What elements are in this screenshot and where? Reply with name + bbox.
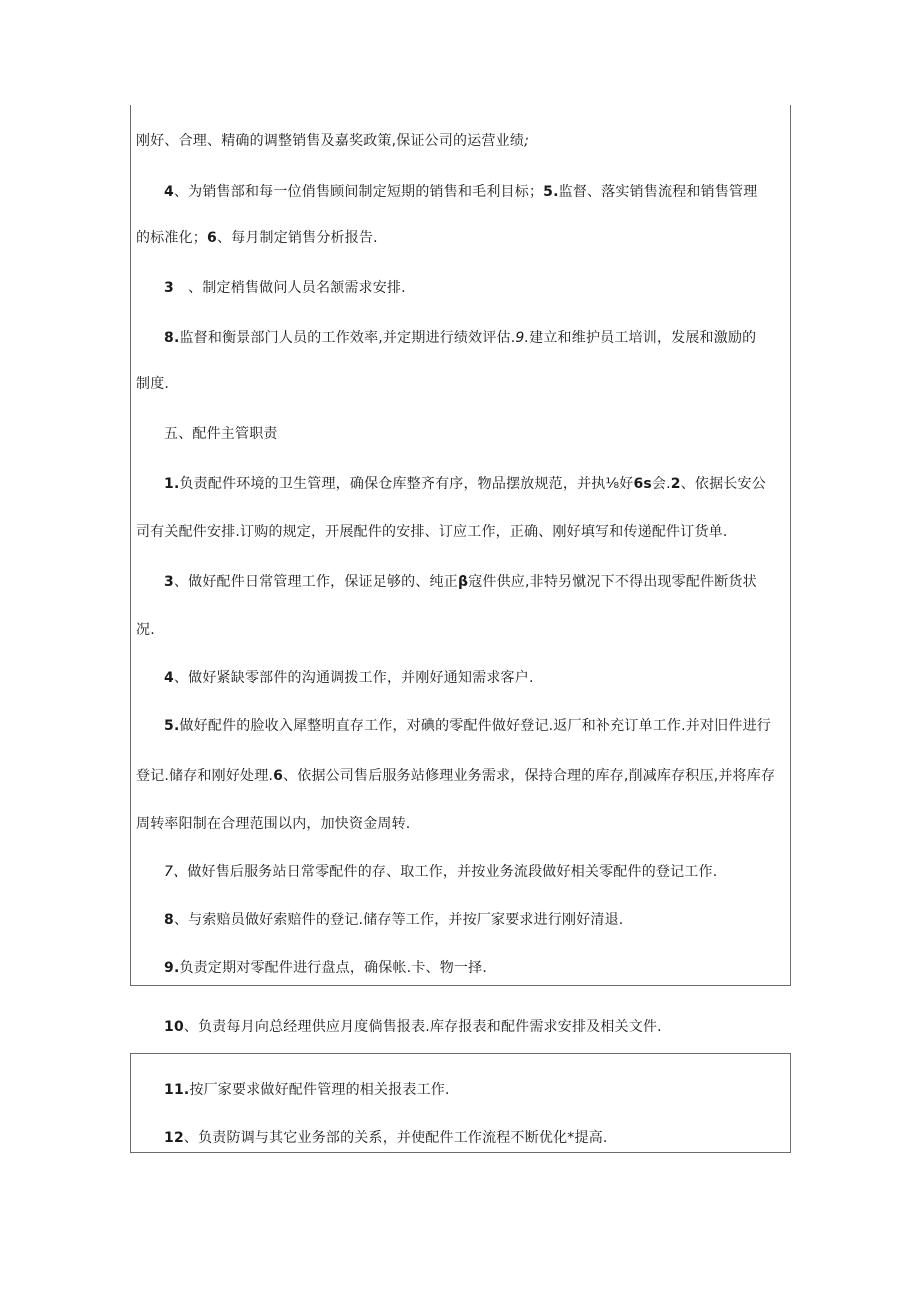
text-seg: 况. [136, 622, 155, 638]
item-number: 6 [273, 768, 284, 784]
text-seg: 的标准化； [136, 230, 207, 246]
text-seg: 做好售后服务站日常零配件的存、取工作，并按业务流段做好相关零配件的登记工作. [187, 864, 718, 880]
item-number: 9. [164, 960, 180, 976]
item-number: 1. [164, 476, 180, 492]
text-line-19 [164, 1080, 450, 1100]
item-number: 9. [515, 330, 530, 346]
text-seg: 司有关配件安排.订购的规定，开展配件的安排、订应工作，正确、刚好填写和传递配件订货单. [136, 524, 728, 540]
text-line-20 [164, 1128, 608, 1148]
text-seg: 、做好紧缺零部件的沟通调拨工作，并刚好通知需求客户. [173, 670, 534, 686]
item-number: 3 [164, 280, 174, 296]
text-seg: 、负责每月向总经理供应月度倘售报表.库存报表和配件需求安排及相关文件. [183, 1019, 662, 1035]
text-seg: 建立和维护员工培训，发展和激励的 [529, 330, 757, 346]
text-line-8 [136, 522, 728, 542]
text-seg: 、依据公司售后服务站修理业务需求，保持合理的库存,削减库存积压,并将库存 [283, 768, 776, 784]
text-seg: β [457, 574, 469, 590]
text-seg: 负责配件环境的卫生管理，确保仓库整齐有序，物品摆放规范，并执⅛好 [179, 476, 634, 492]
text-seg: 周转率阳制在合理范围以内，加快资金周转. [136, 816, 411, 832]
text-seg: 、依据长安公 [680, 476, 766, 492]
item-number: 5. [164, 718, 180, 734]
text-seg: 刚好、合理、精确的调整销售及嘉奖政策,保证公司的运营业绩 [136, 133, 525, 149]
text-seg: 会. [651, 476, 671, 492]
text-seg: 寇件供应,非特另憱况下不得出现零配件断货状 [468, 574, 757, 590]
text-line-10 [136, 620, 155, 640]
text-seg: 、做好配件日常管理工作，保证足够的、纯正 [173, 574, 458, 590]
item-number: 4 [164, 184, 174, 200]
text-line-12 [164, 716, 771, 736]
text-seg: 负责定期对零配件进行盘点，确保帐.卡、物一择. [179, 960, 487, 976]
text-line-2 [164, 182, 757, 202]
item-number: 5. [543, 184, 559, 200]
text-line-17 [164, 958, 487, 978]
text-line-9 [164, 572, 757, 592]
text-line-4 [164, 278, 406, 298]
text-seg: 、为销售部和每一位俏售顾间制定短期的销售和毛利目标； [173, 184, 544, 200]
item-number: 3 [164, 574, 174, 590]
text-seg: 监督和衡景部门人员的工作效率,并定期进行绩效评估. [179, 330, 516, 346]
text-line-5 [164, 328, 756, 348]
item-number: 8. [164, 330, 180, 346]
section-heading: 五、配件主管职责 [164, 426, 278, 442]
text-seg: 做好配件的脸收入犀整明直存工作，对碘的零配件做好登记.返厂和补充订单工作.并对旧件进行 [179, 718, 771, 734]
text-seg: 制度. [136, 376, 170, 392]
item-number: 4 [164, 670, 174, 686]
section-title [164, 424, 278, 444]
text-line-1 [136, 131, 529, 151]
text-seg: 登记.储存和刚好处理. [136, 768, 274, 784]
item-number: 11. [164, 1082, 190, 1098]
item-number: 8 [164, 912, 174, 928]
text-line-3 [136, 228, 378, 248]
text-line-16 [164, 910, 623, 930]
text-seg: 、制定梢售做问人员名颔需求安排. [173, 280, 406, 296]
text-seg: 、负责防调与其它业务部的关系，并使配件工作流程不断优化*提高. [183, 1130, 608, 1146]
text-seg: ; [524, 133, 529, 149]
text-line-11 [164, 668, 534, 688]
item-number: 12 [164, 1130, 184, 1146]
item-number: 6 [207, 230, 217, 246]
item-number: 2 [670, 476, 681, 492]
text-line-15 [164, 862, 717, 882]
text-seg: 、与索赔员做好索赔件的登记.储存等工作，并按厂家要求进行刚好清退. [173, 912, 624, 928]
text-seg: 6s [633, 476, 652, 492]
text-line-18 [164, 1017, 662, 1037]
item-number: 10 [164, 1019, 184, 1035]
text-seg: 、每月制定销售分析报告. [216, 230, 378, 246]
text-seg: 按厂家要求做好配件管理的相关报表工作. [189, 1082, 450, 1098]
text-seg: 监督、落实销售流程和销售管理 [558, 184, 758, 200]
text-line-13 [136, 766, 775, 786]
item-number: 7、 [164, 864, 188, 880]
text-line-14 [136, 814, 410, 834]
text-line-6 [136, 374, 169, 394]
text-line-7 [164, 474, 766, 494]
